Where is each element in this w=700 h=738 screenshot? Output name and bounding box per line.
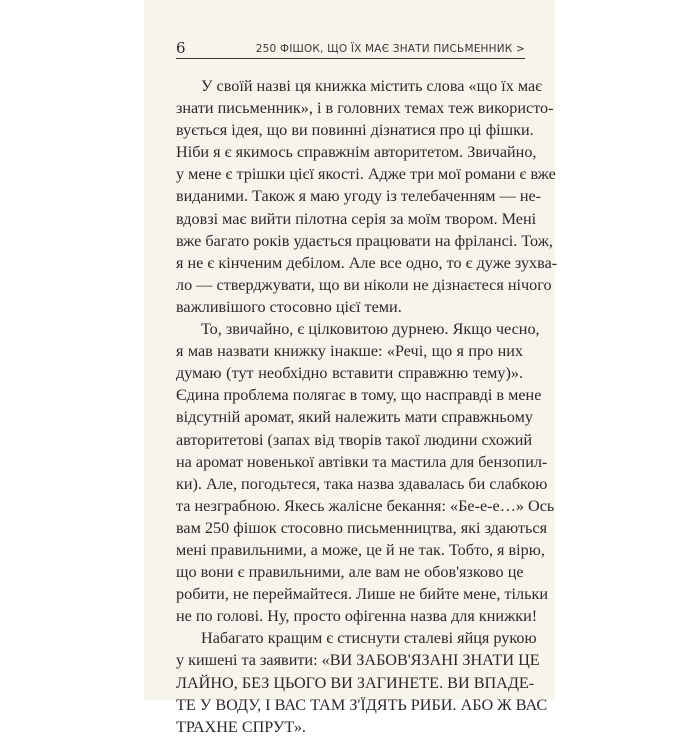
book-page <box>144 0 558 736</box>
text-line: робити, не переймайтеся. Лише не бийте мене, тільки <box>176 585 548 604</box>
paragraph-2 <box>176 318 555 627</box>
text-line: я не є кінченим дебілом. Але все одно, то є дуже зухва- <box>176 253 558 272</box>
text-line: вується ідея, що ви повинні дізнатися про ці фішки. <box>176 121 534 140</box>
text-line: що вони є правильними, але вам не обов'язково це <box>176 563 524 582</box>
text-line: У своїй назві ця книжка містить слова «що їх має <box>201 77 543 95</box>
text-line: та незграбною. Якесь жалісне бекання: «Бе-е-е…» Ось <box>176 496 555 515</box>
text-line: Єдина проблема полягає в тому, що насправді в мене <box>176 386 542 405</box>
text-line: знати письменник», і в головних темах теж використо- <box>176 99 554 118</box>
text-line: Набагато кращим є стиснути сталеві яйця рукою <box>201 629 537 648</box>
text-line: ТРАХНЕ СПРУТ». <box>176 717 306 736</box>
text-line: на аромат новенької автівки та мастила для бензопил- <box>176 452 548 471</box>
running-head <box>176 36 525 59</box>
text-line: Ніби я є якимось справжнім авторитетом. Звичайно, <box>176 143 537 162</box>
text-line: важливішого стосовно цієї теми. <box>176 297 402 316</box>
text-line: То, звичайно, є цілковитою дурнею. Якщо чесно, <box>201 320 540 339</box>
text-line: мені правильними, а може, це й не так. Тобто, я вірю, <box>176 540 545 559</box>
running-title: 250 ФІШОК, ЩО ЇХ МАЄ ЗНАТИ ПИСЬМЕННИК > <box>255 43 525 55</box>
paragraph-1 <box>176 75 558 318</box>
page-number: 6 <box>176 39 186 57</box>
text-line: виданими. Також я маю угоду із телебаченням — не- <box>176 187 542 206</box>
text-line: відсутній аромат, який належить мати справжньому <box>176 408 533 427</box>
text-line: не по голові. Ну, просто офігенна назва для книжки! <box>176 607 538 626</box>
text-line: вже багато років удається працювати на фрілансі. Тож, <box>176 231 553 250</box>
text-line: ло — стверджувати, що ви ніколи не дізнаєтеся нічого <box>176 275 552 294</box>
text-line: думаю (тут необхідно вставити справжню тему)». <box>176 364 523 383</box>
text-line: ТЕ У ВОДУ, І ВАС ТАМ З'ЇДЯТЬ РИБИ. АБО Ж ВАС <box>176 695 548 714</box>
text-line: авторитетові (запах від творів такої людини схожий <box>176 430 533 449</box>
text-line: ЛАЙНО, БЕЗ ЦЬОГО ВИ ЗАГИНЕТЕ. ВИ ВПАДЕ- <box>176 673 535 692</box>
text-line: я мав назвати книжку інакше: «Речі, що я про них <box>176 342 523 361</box>
text-line: вам 250 фішок стосовно письменництва, які здаються <box>176 518 548 537</box>
text-line: ки). Але, погодьтеся, така назва здавалась би слабкою <box>176 474 548 493</box>
text-line: у кишені та заявити: «ВИ ЗАБОВ'ЯЗАНІ ЗНАТИ ЦЕ <box>176 651 540 670</box>
text-line: вдовзі має вийти пілотна серія за моїм твором. Мені <box>176 209 537 228</box>
paragraph-3 <box>176 627 548 737</box>
body-text <box>176 75 558 738</box>
text-line: у мене є трішки цієї якості. Адже три мої романи є вже <box>176 165 556 184</box>
